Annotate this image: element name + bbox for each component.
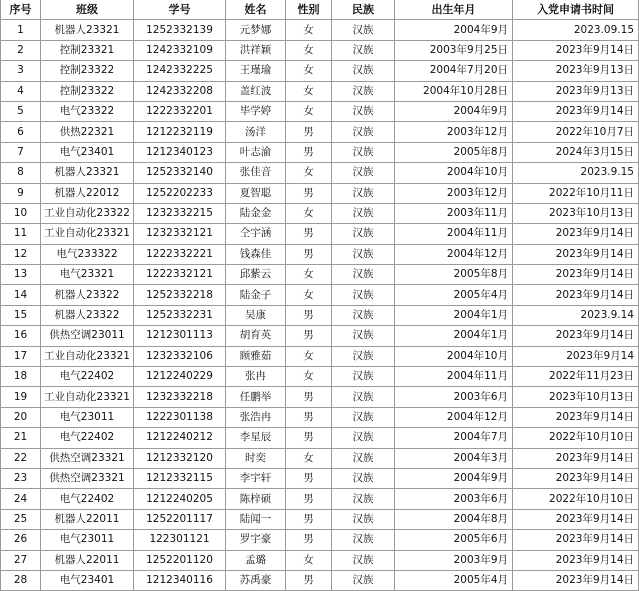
cell-ethnicity: 汉族 bbox=[332, 428, 395, 448]
cell-application-date: 2023年9月14日 bbox=[513, 244, 639, 264]
cell-birth-date: 2004年11月 bbox=[395, 224, 513, 244]
cell-index: 9 bbox=[1, 183, 41, 203]
cell-ethnicity: 汉族 bbox=[332, 40, 395, 60]
cell-ethnicity: 汉族 bbox=[332, 530, 395, 550]
cell-class: 电气23322 bbox=[41, 101, 134, 121]
cell-gender: 女 bbox=[286, 550, 332, 570]
cell-ethnicity: 汉族 bbox=[332, 367, 395, 387]
column-header-student-id: 学号 bbox=[134, 0, 226, 20]
cell-index: 10 bbox=[1, 203, 41, 223]
cell-application-date: 2023.9.14 bbox=[513, 305, 639, 325]
cell-class: 机器人23322 bbox=[41, 305, 134, 325]
cell-ethnicity: 汉族 bbox=[332, 305, 395, 325]
cell-class: 工业自动化23321 bbox=[41, 346, 134, 366]
cell-class: 机器人23321 bbox=[41, 163, 134, 183]
cell-name: 时奕 bbox=[226, 448, 286, 468]
cell-application-date: 2023年9月14日 bbox=[513, 509, 639, 529]
cell-ethnicity: 汉族 bbox=[332, 285, 395, 305]
cell-name: 陈梓硕 bbox=[226, 489, 286, 509]
cell-gender: 男 bbox=[286, 407, 332, 427]
cell-gender: 女 bbox=[286, 265, 332, 285]
cell-name: 罗宇豪 bbox=[226, 530, 286, 550]
cell-index: 14 bbox=[1, 285, 41, 305]
cell-gender: 男 bbox=[286, 530, 332, 550]
cell-index: 17 bbox=[1, 346, 41, 366]
cell-birth-date: 2004年11月 bbox=[395, 367, 513, 387]
cell-birth-date: 2005年6月 bbox=[395, 530, 513, 550]
cell-ethnicity: 汉族 bbox=[332, 448, 395, 468]
cell-index: 13 bbox=[1, 265, 41, 285]
cell-class: 供热空调23321 bbox=[41, 468, 134, 488]
cell-ethnicity: 汉族 bbox=[332, 101, 395, 121]
cell-class: 供热空调23011 bbox=[41, 326, 134, 346]
cell-student-id: 1252332140 bbox=[134, 163, 226, 183]
cell-application-date: 2022年10月10日 bbox=[513, 428, 639, 448]
cell-ethnicity: 汉族 bbox=[332, 183, 395, 203]
cell-student-id: 1252201120 bbox=[134, 550, 226, 570]
cell-student-id: 1212240229 bbox=[134, 367, 226, 387]
cell-application-date: 2023年9月14日 bbox=[513, 550, 639, 570]
table-header bbox=[1, 0, 639, 20]
cell-gender: 男 bbox=[286, 489, 332, 509]
cell-birth-date: 2004年7月 bbox=[395, 428, 513, 448]
cell-name: 王瑾瑜 bbox=[226, 61, 286, 81]
cell-student-id: 1222301138 bbox=[134, 407, 226, 427]
table-row bbox=[1, 305, 639, 325]
table-row bbox=[1, 530, 639, 550]
cell-class: 工业自动化23321 bbox=[41, 224, 134, 244]
cell-index: 6 bbox=[1, 122, 41, 142]
cell-ethnicity: 汉族 bbox=[332, 346, 395, 366]
table-row bbox=[1, 346, 639, 366]
cell-class: 电气23321 bbox=[41, 265, 134, 285]
cell-application-date: 2023年9月14日 bbox=[513, 407, 639, 427]
cell-class: 控制23322 bbox=[41, 61, 134, 81]
cell-name: 苏禹豪 bbox=[226, 570, 286, 590]
cell-index: 1 bbox=[1, 20, 41, 40]
cell-birth-date: 2004年9月 bbox=[395, 101, 513, 121]
cell-student-id: 1252202233 bbox=[134, 183, 226, 203]
cell-application-date: 2023年9月14日 bbox=[513, 265, 639, 285]
cell-application-date: 2023年9月14日 bbox=[513, 224, 639, 244]
cell-name: 李宇轩 bbox=[226, 468, 286, 488]
cell-class: 电气23011 bbox=[41, 530, 134, 550]
cell-index: 23 bbox=[1, 468, 41, 488]
cell-ethnicity: 汉族 bbox=[332, 509, 395, 529]
cell-name: 邱紫云 bbox=[226, 265, 286, 285]
cell-gender: 男 bbox=[286, 387, 332, 407]
cell-class: 机器人22011 bbox=[41, 509, 134, 529]
cell-student-id: 1232332106 bbox=[134, 346, 226, 366]
cell-name: 孟璐 bbox=[226, 550, 286, 570]
cell-student-id: 1232332215 bbox=[134, 203, 226, 223]
cell-index: 21 bbox=[1, 428, 41, 448]
cell-application-date: 2023年10月13日 bbox=[513, 387, 639, 407]
table-body bbox=[1, 20, 639, 591]
cell-birth-date: 2003年6月 bbox=[395, 387, 513, 407]
cell-gender: 男 bbox=[286, 122, 332, 142]
cell-birth-date: 2003年12月 bbox=[395, 122, 513, 142]
cell-ethnicity: 汉族 bbox=[332, 387, 395, 407]
table-row bbox=[1, 448, 639, 468]
table-row bbox=[1, 183, 639, 203]
cell-birth-date: 2004年12月 bbox=[395, 244, 513, 264]
cell-ethnicity: 汉族 bbox=[332, 81, 395, 101]
table-row bbox=[1, 407, 639, 427]
cell-gender: 男 bbox=[286, 305, 332, 325]
table-row bbox=[1, 550, 639, 570]
cell-index: 11 bbox=[1, 224, 41, 244]
cell-class: 机器人23322 bbox=[41, 285, 134, 305]
cell-name: 顾雅茹 bbox=[226, 346, 286, 366]
cell-birth-date: 2003年9月 bbox=[395, 550, 513, 570]
cell-name: 张冉 bbox=[226, 367, 286, 387]
cell-name: 盖红波 bbox=[226, 81, 286, 101]
table-row bbox=[1, 489, 639, 509]
cell-birth-date: 2004年7月20日 bbox=[395, 61, 513, 81]
cell-student-id: 1252332231 bbox=[134, 305, 226, 325]
table-row bbox=[1, 163, 639, 183]
cell-birth-date: 2004年8月 bbox=[395, 509, 513, 529]
cell-gender: 女 bbox=[286, 61, 332, 81]
cell-birth-date: 2003年9月25日 bbox=[395, 40, 513, 60]
cell-index: 25 bbox=[1, 509, 41, 529]
cell-student-id: 122301121 bbox=[134, 530, 226, 550]
cell-ethnicity: 汉族 bbox=[332, 265, 395, 285]
table-row bbox=[1, 285, 639, 305]
cell-gender: 男 bbox=[286, 244, 332, 264]
header-row bbox=[1, 0, 639, 20]
cell-birth-date: 2004年10月 bbox=[395, 346, 513, 366]
cell-student-id: 1242332225 bbox=[134, 61, 226, 81]
cell-application-date: 2024年3月15日 bbox=[513, 142, 639, 162]
cell-index: 3 bbox=[1, 61, 41, 81]
cell-ethnicity: 汉族 bbox=[332, 489, 395, 509]
cell-application-date: 2023年9月13日 bbox=[513, 81, 639, 101]
cell-student-id: 1212340123 bbox=[134, 142, 226, 162]
cell-student-id: 1212301113 bbox=[134, 326, 226, 346]
cell-class: 电气22402 bbox=[41, 428, 134, 448]
cell-name: 陆闻一 bbox=[226, 509, 286, 529]
cell-ethnicity: 汉族 bbox=[332, 326, 395, 346]
cell-gender: 男 bbox=[286, 326, 332, 346]
cell-name: 叶志渝 bbox=[226, 142, 286, 162]
cell-application-date: 2023年9月14日 bbox=[513, 40, 639, 60]
cell-student-id: 1212332120 bbox=[134, 448, 226, 468]
cell-birth-date: 2004年9月 bbox=[395, 468, 513, 488]
cell-name: 元梦娜 bbox=[226, 20, 286, 40]
cell-application-date: 2022年10月7日 bbox=[513, 122, 639, 142]
cell-birth-date: 2003年12月 bbox=[395, 183, 513, 203]
cell-ethnicity: 汉族 bbox=[332, 224, 395, 244]
cell-name: 陆金金 bbox=[226, 203, 286, 223]
cell-birth-date: 2004年1月 bbox=[395, 305, 513, 325]
cell-name: 夏智聪 bbox=[226, 183, 286, 203]
cell-gender: 女 bbox=[286, 40, 332, 60]
cell-student-id: 1212240212 bbox=[134, 428, 226, 448]
cell-class: 机器人22011 bbox=[41, 550, 134, 570]
cell-ethnicity: 汉族 bbox=[332, 163, 395, 183]
cell-application-date: 2023.09.15 bbox=[513, 20, 639, 40]
column-header-ethnicity: 民族 bbox=[332, 0, 395, 20]
table-row bbox=[1, 428, 639, 448]
cell-ethnicity: 汉族 bbox=[332, 468, 395, 488]
column-header-gender: 性别 bbox=[286, 0, 332, 20]
table-row bbox=[1, 203, 639, 223]
cell-gender: 女 bbox=[286, 285, 332, 305]
cell-name: 陆金子 bbox=[226, 285, 286, 305]
table-row bbox=[1, 468, 639, 488]
cell-index: 28 bbox=[1, 570, 41, 590]
cell-index: 18 bbox=[1, 367, 41, 387]
cell-name: 张佳音 bbox=[226, 163, 286, 183]
cell-ethnicity: 汉族 bbox=[332, 61, 395, 81]
cell-application-date: 2022年11月23日 bbox=[513, 367, 639, 387]
cell-class: 电气23401 bbox=[41, 570, 134, 590]
cell-application-date: 2023年9月13日 bbox=[513, 61, 639, 81]
table-row bbox=[1, 326, 639, 346]
cell-gender: 男 bbox=[286, 468, 332, 488]
cell-gender: 男 bbox=[286, 509, 332, 529]
cell-index: 26 bbox=[1, 530, 41, 550]
cell-birth-date: 2003年11月 bbox=[395, 203, 513, 223]
cell-ethnicity: 汉族 bbox=[332, 203, 395, 223]
table-row bbox=[1, 40, 639, 60]
cell-student-id: 1222332121 bbox=[134, 265, 226, 285]
table-row bbox=[1, 142, 639, 162]
cell-gender: 男 bbox=[286, 570, 332, 590]
cell-student-id: 1252332139 bbox=[134, 20, 226, 40]
cell-student-id: 1222332201 bbox=[134, 101, 226, 121]
cell-application-date: 2023年9月14日 bbox=[513, 101, 639, 121]
cell-index: 7 bbox=[1, 142, 41, 162]
cell-student-id: 1252332218 bbox=[134, 285, 226, 305]
cell-application-date: 2023年9月14日 bbox=[513, 448, 639, 468]
cell-gender: 女 bbox=[286, 20, 332, 40]
cell-index: 22 bbox=[1, 448, 41, 468]
cell-name: 毕学婷 bbox=[226, 101, 286, 121]
cell-class: 电气233322 bbox=[41, 244, 134, 264]
table-row bbox=[1, 265, 639, 285]
column-header-application-date: 入党申请书时间 bbox=[513, 0, 639, 20]
cell-ethnicity: 汉族 bbox=[332, 407, 395, 427]
cell-index: 27 bbox=[1, 550, 41, 570]
cell-gender: 男 bbox=[286, 224, 332, 244]
table-row bbox=[1, 61, 639, 81]
table-row bbox=[1, 244, 639, 264]
cell-index: 2 bbox=[1, 40, 41, 60]
cell-name: 仝宇涵 bbox=[226, 224, 286, 244]
cell-index: 20 bbox=[1, 407, 41, 427]
cell-ethnicity: 汉族 bbox=[332, 122, 395, 142]
cell-class: 控制23321 bbox=[41, 40, 134, 60]
cell-index: 24 bbox=[1, 489, 41, 509]
cell-student-id: 1222332221 bbox=[134, 244, 226, 264]
column-header-name: 姓名 bbox=[226, 0, 286, 20]
cell-class: 供热22321 bbox=[41, 122, 134, 142]
cell-name: 洪祥颖 bbox=[226, 40, 286, 60]
cell-birth-date: 2005年8月 bbox=[395, 265, 513, 285]
cell-ethnicity: 汉族 bbox=[332, 20, 395, 40]
cell-gender: 男 bbox=[286, 428, 332, 448]
cell-application-date: 2023.9.15 bbox=[513, 163, 639, 183]
cell-class: 控制23322 bbox=[41, 81, 134, 101]
cell-index: 5 bbox=[1, 101, 41, 121]
cell-student-id: 1212340116 bbox=[134, 570, 226, 590]
cell-class: 电气23401 bbox=[41, 142, 134, 162]
cell-birth-date: 2005年4月 bbox=[395, 285, 513, 305]
cell-student-id: 1252201117 bbox=[134, 509, 226, 529]
cell-application-date: 2023年9月14日 bbox=[513, 530, 639, 550]
cell-application-date: 2022年10月10日 bbox=[513, 489, 639, 509]
cell-student-id: 1242332109 bbox=[134, 40, 226, 60]
column-header-index: 序号 bbox=[1, 0, 41, 20]
cell-application-date: 2023年9月14日 bbox=[513, 468, 639, 488]
cell-name: 李星辰 bbox=[226, 428, 286, 448]
cell-birth-date: 2004年3月 bbox=[395, 448, 513, 468]
cell-student-id: 1232332121 bbox=[134, 224, 226, 244]
cell-name: 汤洋 bbox=[226, 122, 286, 142]
cell-birth-date: 2004年10月 bbox=[395, 163, 513, 183]
cell-gender: 女 bbox=[286, 448, 332, 468]
cell-application-date: 2023年9月14日 bbox=[513, 570, 639, 590]
cell-name: 钱森佳 bbox=[226, 244, 286, 264]
cell-student-id: 1212232119 bbox=[134, 122, 226, 142]
cell-application-date: 2023年9月14日 bbox=[513, 326, 639, 346]
cell-student-id: 1242332208 bbox=[134, 81, 226, 101]
cell-index: 8 bbox=[1, 163, 41, 183]
cell-ethnicity: 汉族 bbox=[332, 244, 395, 264]
cell-student-id: 1212240205 bbox=[134, 489, 226, 509]
cell-class: 电气22402 bbox=[41, 367, 134, 387]
cell-class: 工业自动化23322 bbox=[41, 203, 134, 223]
cell-name: 胡育英 bbox=[226, 326, 286, 346]
cell-class: 电气23011 bbox=[41, 407, 134, 427]
cell-student-id: 1212332115 bbox=[134, 468, 226, 488]
cell-application-date: 2023年10月13日 bbox=[513, 203, 639, 223]
cell-class: 机器人23321 bbox=[41, 20, 134, 40]
cell-gender: 女 bbox=[286, 163, 332, 183]
cell-class: 电气22402 bbox=[41, 489, 134, 509]
cell-birth-date: 2005年8月 bbox=[395, 142, 513, 162]
cell-ethnicity: 汉族 bbox=[332, 142, 395, 162]
cell-index: 12 bbox=[1, 244, 41, 264]
cell-name: 张浩冉 bbox=[226, 407, 286, 427]
table-row bbox=[1, 367, 639, 387]
table-row bbox=[1, 81, 639, 101]
table-row bbox=[1, 509, 639, 529]
cell-gender: 女 bbox=[286, 203, 332, 223]
cell-birth-date: 2004年12月 bbox=[395, 407, 513, 427]
cell-name: 吴康 bbox=[226, 305, 286, 325]
cell-birth-date: 2004年1月 bbox=[395, 326, 513, 346]
table-row bbox=[1, 387, 639, 407]
cell-ethnicity: 汉族 bbox=[332, 570, 395, 590]
cell-birth-date: 2004年9月 bbox=[395, 20, 513, 40]
cell-student-id: 1232332218 bbox=[134, 387, 226, 407]
cell-class: 供热空调23321 bbox=[41, 448, 134, 468]
cell-gender: 男 bbox=[286, 142, 332, 162]
cell-index: 16 bbox=[1, 326, 41, 346]
table-row bbox=[1, 570, 639, 590]
cell-index: 15 bbox=[1, 305, 41, 325]
cell-name: 任鹏举 bbox=[226, 387, 286, 407]
cell-gender: 女 bbox=[286, 81, 332, 101]
table-row bbox=[1, 224, 639, 244]
cell-application-date: 2023年9月14 bbox=[513, 346, 639, 366]
column-header-class: 班级 bbox=[41, 0, 134, 20]
column-header-birth-date: 出生年月 bbox=[395, 0, 513, 20]
cell-gender: 女 bbox=[286, 346, 332, 366]
cell-gender: 男 bbox=[286, 183, 332, 203]
table-row bbox=[1, 122, 639, 142]
cell-class: 机器人22012 bbox=[41, 183, 134, 203]
cell-application-date: 2022年10月11日 bbox=[513, 183, 639, 203]
cell-class: 工业自动化23321 bbox=[41, 387, 134, 407]
table-row bbox=[1, 101, 639, 121]
cell-birth-date: 2004年10月28日 bbox=[395, 81, 513, 101]
cell-index: 19 bbox=[1, 387, 41, 407]
table-row bbox=[1, 20, 639, 40]
cell-birth-date: 2003年6月 bbox=[395, 489, 513, 509]
cell-index: 4 bbox=[1, 81, 41, 101]
cell-birth-date: 2005年4月 bbox=[395, 570, 513, 590]
cell-gender: 女 bbox=[286, 101, 332, 121]
cell-gender: 女 bbox=[286, 367, 332, 387]
cell-ethnicity: 汉族 bbox=[332, 550, 395, 570]
cell-application-date: 2023年9月14日 bbox=[513, 285, 639, 305]
